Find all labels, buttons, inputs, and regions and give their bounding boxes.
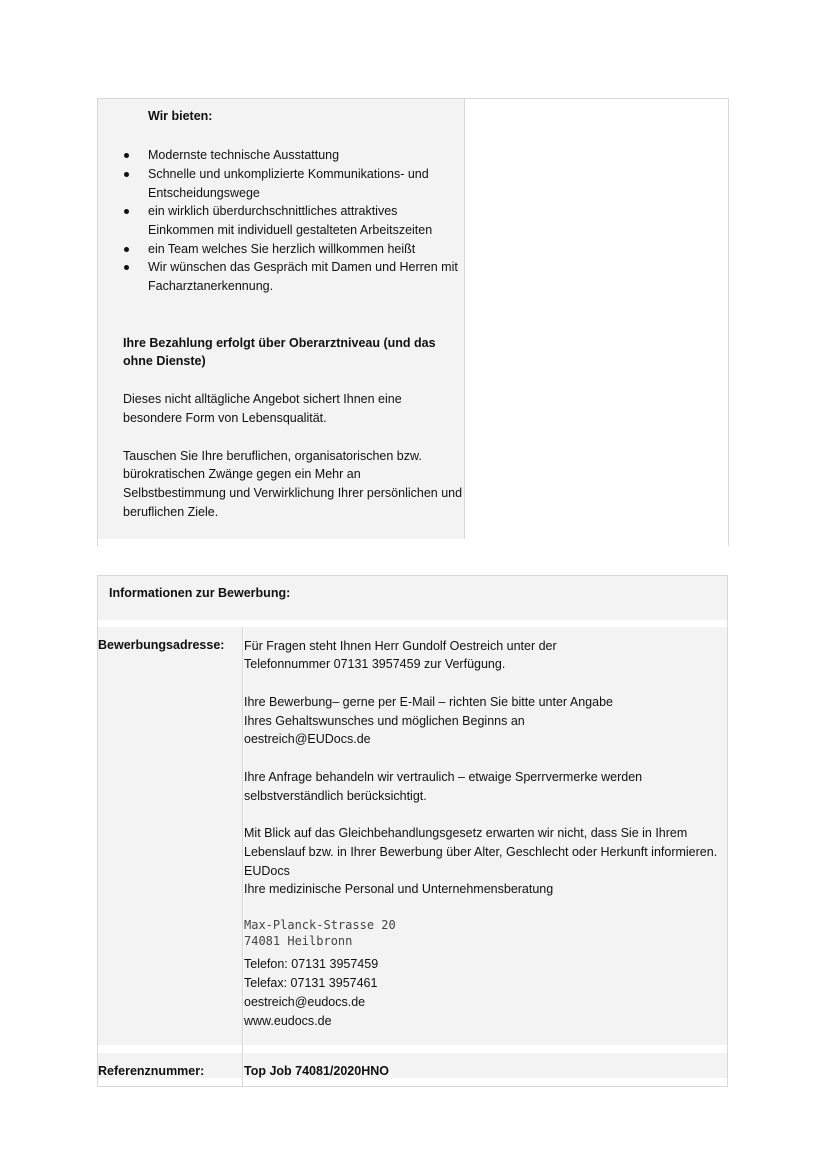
address-street: Max-Planck-Strasse 20	[244, 918, 396, 932]
company-name: EUDocs	[244, 864, 290, 878]
swap-paragraph-continued: bürokratischen Zwänge gegen ein Mehr an	[123, 467, 361, 481]
list-item: Modernste technische Ausstattung	[148, 148, 340, 162]
questions-paragraph: Für Fragen steht Ihnen Herr Gundolf Oestreich unter der	[244, 639, 557, 653]
address-label: Bewerbungsadresse:	[98, 638, 225, 652]
bullet-icon	[124, 265, 129, 270]
bullet-icon	[124, 153, 129, 158]
column-divider	[242, 627, 243, 1087]
swap-paragraph: Tauschen Sie Ihre beruflichen, organisatorischen bzw.	[123, 449, 422, 463]
apply-paragraph-continued: Ihres Gehaltswunsches und möglichen Beginns an	[244, 714, 525, 728]
contact-phone: Telefon: 07131 3957459	[244, 957, 379, 971]
pay-statement-continued: ohne Dienste)	[123, 354, 206, 368]
questions-paragraph-continued: Telefonnummer 07131 3957459 zur Verfügung.	[244, 657, 506, 671]
equal-treatment-paragraph-continued: Lebenslauf bzw. in Ihrer Bewerbung über Alter, Geschlecht oder Herkunft informieren.	[244, 845, 718, 859]
reference-label: Referenznummer:	[98, 1064, 205, 1078]
equal-treatment-paragraph: Mit Blick auf das Gleichbehandlungsgesetz erwarten wir nicht, dass Sie in Ihrem	[244, 826, 688, 840]
apply-email: oestreich@EUDocs.de	[244, 732, 371, 746]
apply-paragraph: Ihre Bewerbung– gerne per E-Mail – richten Sie bitte unter Angabe	[244, 695, 613, 709]
list-item: Schnelle und unkomplizierte Kommunikations- und	[148, 167, 429, 181]
list-item-continued: Facharztanerkennung.	[148, 279, 274, 293]
contact-fax: Telefax: 07131 3957461	[244, 976, 378, 990]
quality-paragraph-continued: besondere Form von Lebensqualität.	[123, 411, 327, 425]
company-tagline: Ihre medizinische Personal und Unternehmensberatung	[244, 882, 554, 896]
reference-value: Top Job 74081/2020HNO	[244, 1064, 389, 1078]
list-item: Wir wünschen das Gespräch mit Damen und Herren mit	[148, 260, 458, 274]
contact-email: oestreich@eudocs.de	[244, 995, 366, 1009]
list-item-continued: Entscheidungswege	[148, 186, 260, 200]
confidential-paragraph-continued: selbstverständlich berücksichtigt.	[244, 789, 427, 803]
swap-paragraph-continued: Selbstbestimmung und Verwirklichung Ihrer persönlichen und	[123, 486, 463, 500]
quality-paragraph: Dieses nicht alltägliche Angebot sichert Ihnen eine	[123, 392, 402, 406]
contact-website: www.eudocs.de	[244, 1014, 332, 1028]
list-item: ein Team welches Sie herzlich willkommen heißt	[148, 242, 416, 256]
application-heading: Informationen zur Bewerbung:	[109, 586, 291, 600]
offer-border-left	[97, 99, 98, 546]
bullet-icon	[124, 247, 129, 252]
list-item: ein wirklich überdurchschnittliches attraktives	[148, 204, 398, 218]
confidential-paragraph: Ihre Anfrage behandeln wir vertraulich – etwaige Sperrvermerke werden	[244, 770, 643, 784]
list-item-continued: Einkommen mit individuell gestalteten Arbeitszeiten	[148, 223, 433, 237]
address-city: 74081 Heilbronn	[244, 934, 353, 948]
address-label-cell	[98, 627, 242, 1045]
bullet-icon	[124, 172, 129, 177]
pay-statement: Ihre Bezahlung erfolgt über Oberarztniveau (und das	[123, 336, 436, 350]
bullet-icon	[124, 209, 129, 214]
swap-paragraph-continued: beruflichen Ziele.	[123, 505, 219, 519]
offer-heading: Wir bieten:	[148, 109, 213, 123]
